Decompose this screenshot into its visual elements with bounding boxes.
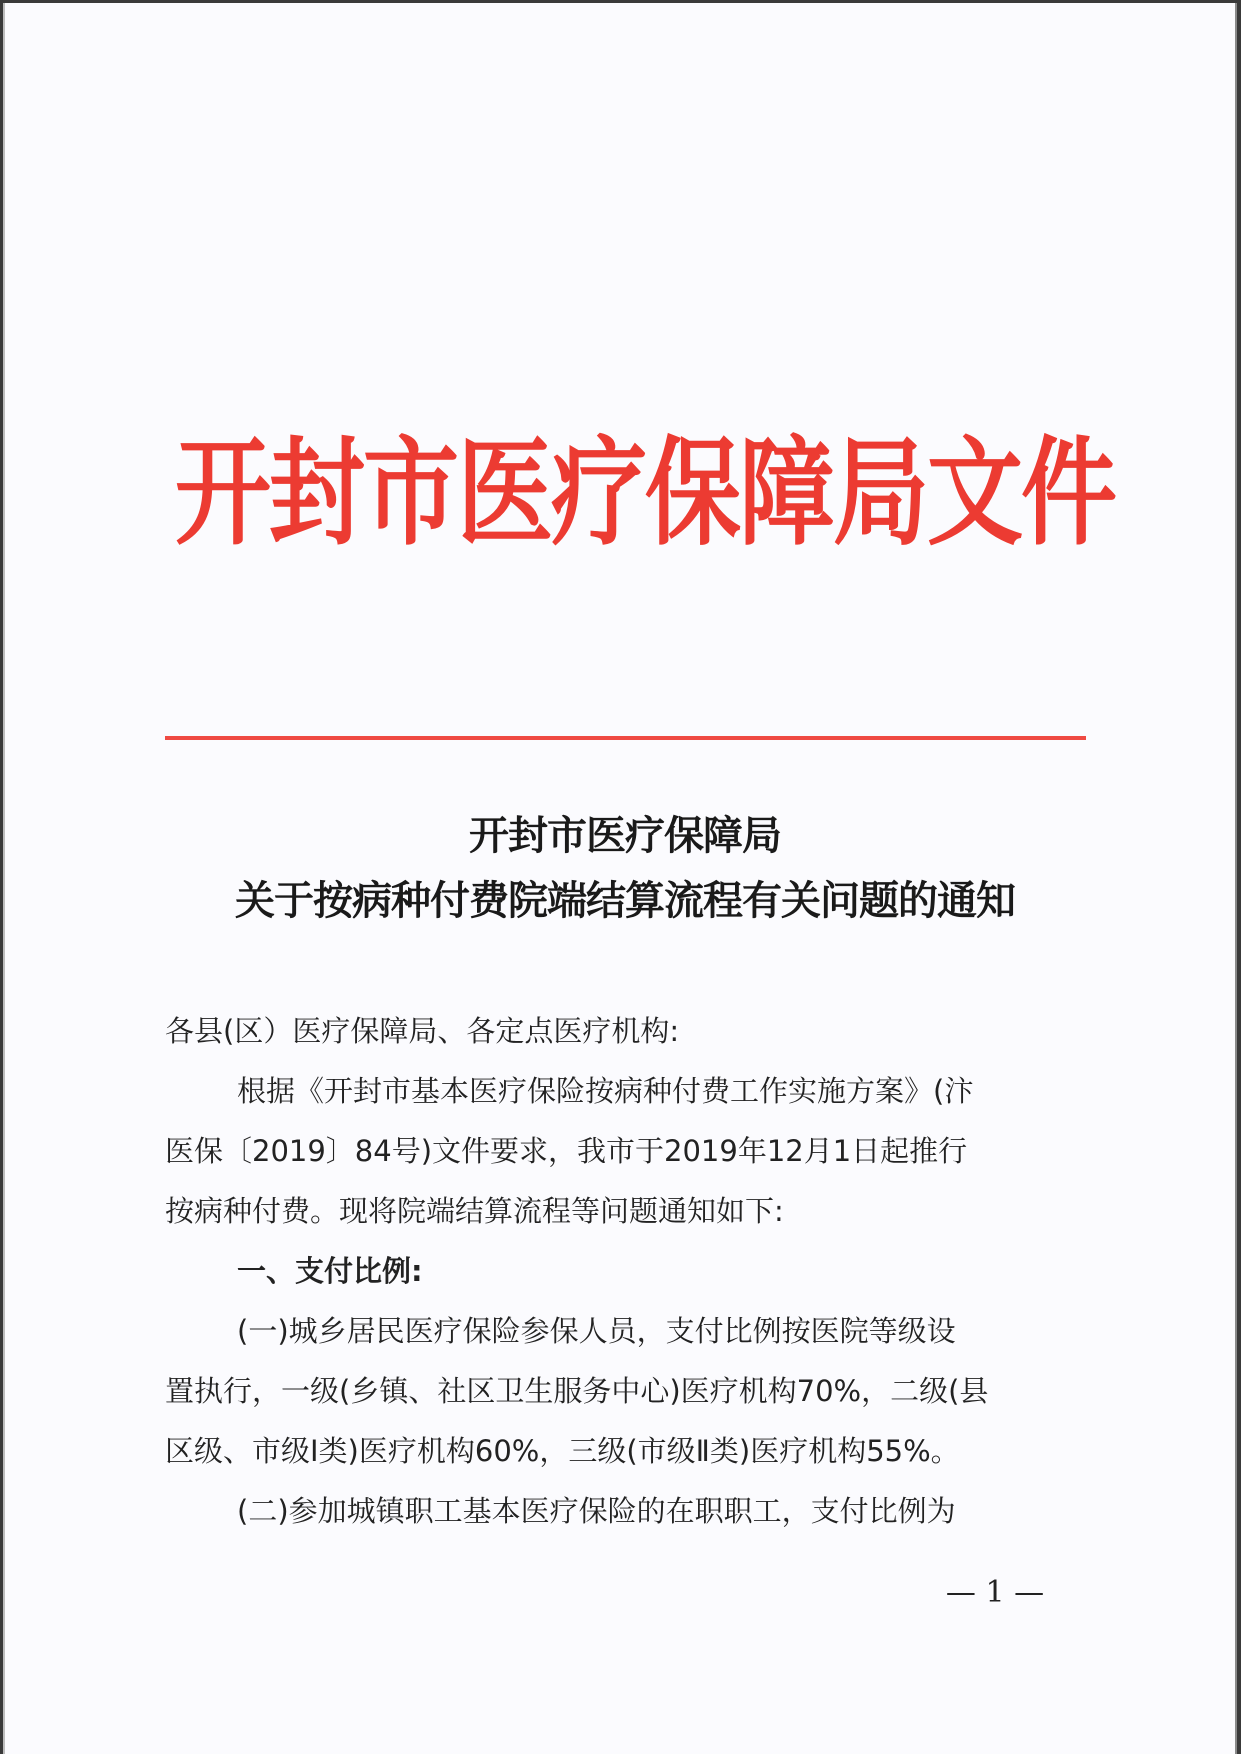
- item-line: (二)参加城镇职工基本医疗保险的在职职工，支付比例为: [237, 1494, 956, 1528]
- document-page: [3, 3, 1237, 1754]
- item-line: 置执行，一级(乡镇、社区卫生服务中心)医疗机构70%，二级(县: [165, 1374, 989, 1408]
- paragraph-line: 按病种付费。现将院端结算流程等问题通知如下:: [165, 1194, 784, 1228]
- item-line: (一)城乡居民医疗保险参保人员，支付比例按医院等级设: [237, 1314, 956, 1348]
- issuer-banner: 开封市医疗保障局文件: [175, 423, 1115, 562]
- document-title-issuer: 开封市医疗保障局: [469, 812, 781, 859]
- document-title-subject: 关于按病种付费院端结算流程有关问题的通知: [235, 877, 1015, 924]
- section-heading: 一、支付比例:: [237, 1254, 423, 1288]
- red-divider-rule: [165, 736, 1086, 740]
- paragraph-line: 根据《开封市基本医疗保险按病种付费工作实施方案》(汴: [237, 1074, 974, 1108]
- paragraph-line: 医保〔2019〕84号)文件要求，我市于2019年12月1日起推行: [165, 1134, 968, 1168]
- item-line: 区级、市级Ⅰ类)医疗机构60%，三级(市级Ⅱ类)医疗机构55%。: [165, 1434, 960, 1468]
- page-number: — 1 —: [945, 1575, 1045, 1610]
- salutation: 各县(区）医疗保障局、各定点医疗机构:: [165, 1014, 680, 1048]
